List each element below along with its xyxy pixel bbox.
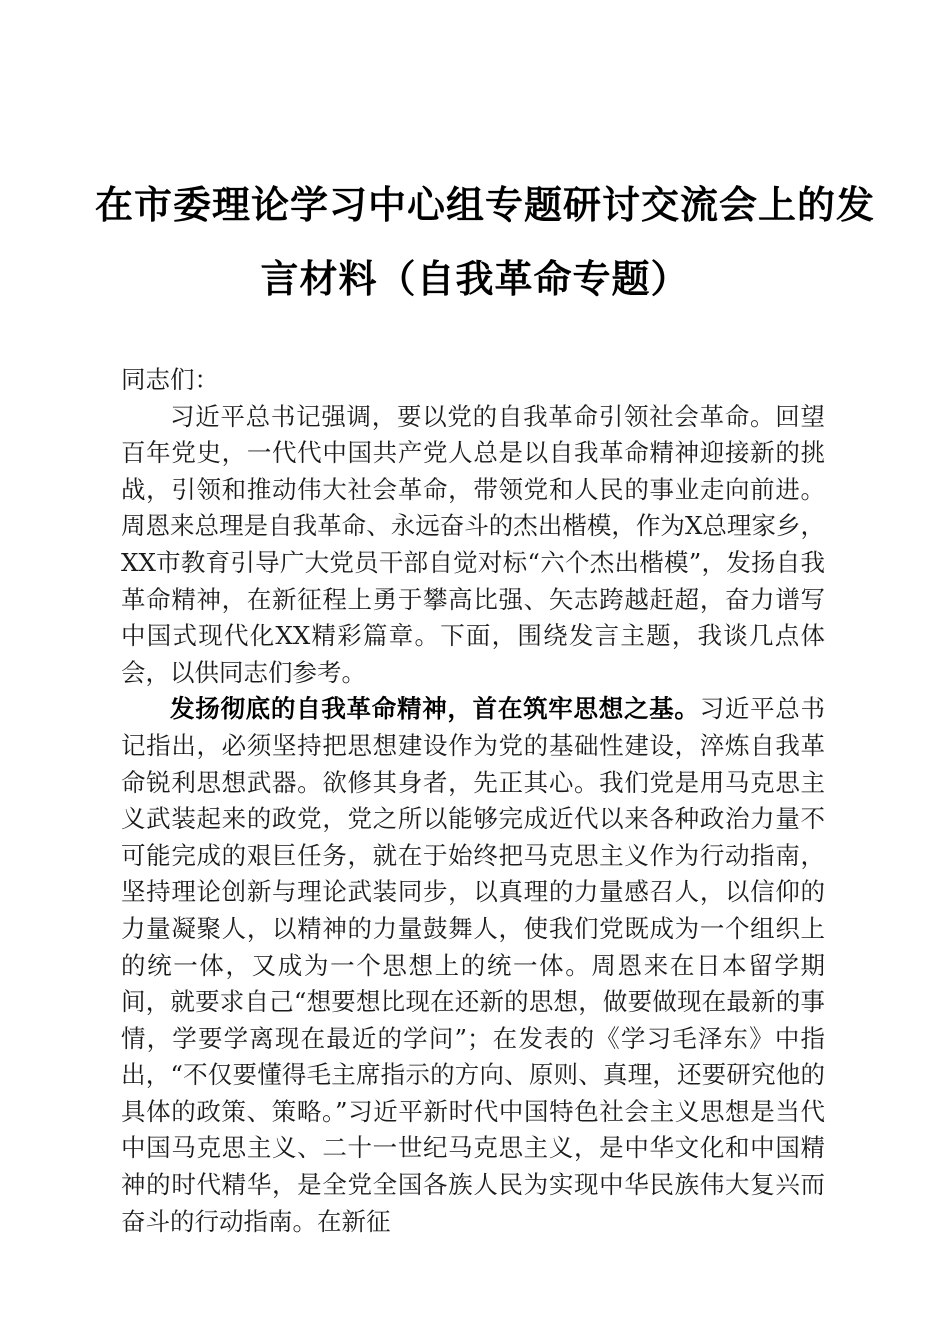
paragraph-body-text: 习近平总书记指出，必须坚持把思想建设作为党的基础性建设，淬炼自我革命锐利思想武器。欲修其身者，先正其心。我们党是用马克思主义武装起来的政党，党之所以能够完成近代以来各种政治力量不可能完成的艰巨任务，就在于始终把马克思主义作为行动指南，坚持理论创新与理论武装同步，以真理的力量感召人，以信仰的力量凝聚人，以精神的力量鼓舞人，使我们党既成为一个组织上的统一体，又成为一个思想上的统一体。周恩来在日本留学期间，就要求自己“想要想比现在还新的思想，做要做现在最新的事情，学要学离现在最近的学问”；在发表的《学习毛泽东》中指出，“不仅要懂得毛主席指示的方向、原则、真理，还要研究他的具体的政策、策略。”习近平新时代中国特色社会主义思想是当代中国马克思主义、二十一世纪马克思主义，是中华文化和中国精神的时代精华，是全党全国各族人民为实现中华民族伟大复兴而奋斗的行动指南。在新征 <box>121 694 826 1236</box>
paragraph-lead-sentence: 发扬彻底的自我革命精神，首在筑牢思想之基。 <box>170 694 700 724</box>
paragraph-ideology <box>121 691 825 1240</box>
paragraph-intro: 习近平总书记强调，要以党的自我革命引领社会革命。回望百年党史，一代代中国共产党人总是以自我革命精神迎接新的挑战，引领和推动伟大社会革命，带领党和人民的事业走向前进。周恩来总理是自我革命、永远奋斗的杰出楷模，作为X总理家乡，XX市教育引导广大党员干部自觉对标“六个杰出楷模”，发扬自我革命精神，在新征程上勇于攀高比强、矢志跨越赶超，奋力谱写中国式现代化XX精彩篇章。下面，围绕发言主题，我谈几点体会，以供同志们参考。 <box>121 401 825 687</box>
document-title-line-1: 在市委理论学习中心组专题研讨交流会上的发 <box>95 182 876 227</box>
salutation: 同志们： <box>121 365 219 394</box>
document-title <box>95 168 876 316</box>
document-title-line-2: 言材料（自我革命专题） <box>260 256 690 301</box>
document-body <box>121 362 825 1240</box>
